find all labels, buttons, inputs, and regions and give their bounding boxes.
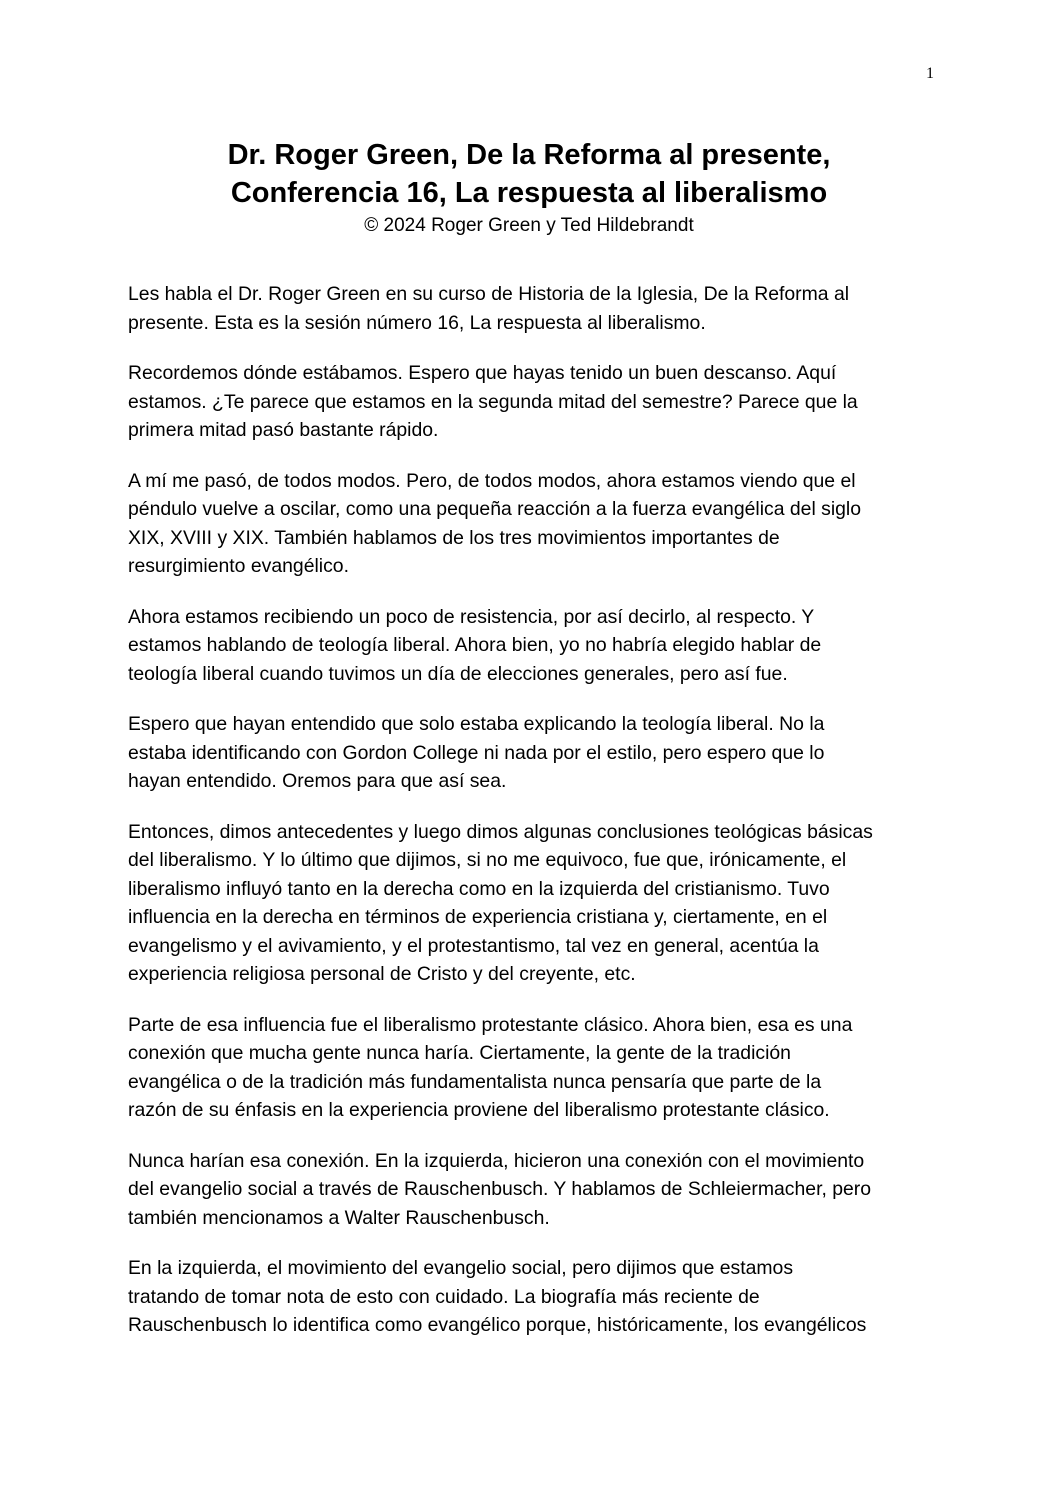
text-line: también mencionamos a Walter Rauschenbusch.: [128, 1206, 550, 1229]
document-header: [128, 136, 930, 239]
text-line: A mí me pasó, de todos modos. Pero, de todos modos, ahora estamos viendo que el: [128, 469, 856, 492]
title-line-2: Conferencia 16, La respuesta al liberalismo: [230, 177, 828, 209]
title-line-1: Dr. Roger Green, De la Reforma al presente,: [227, 139, 831, 171]
text-line: experiencia religiosa personal de Cristo y del creyente, etc.: [128, 963, 636, 985]
paragraph-5: [128, 710, 940, 796]
paragraph-7: [128, 1011, 940, 1125]
document-body: [128, 280, 940, 1362]
text-line: Parte de esa influencia fue el liberalismo protestante clásico. Ahora bien, esa es una: [128, 1013, 853, 1036]
paragraph-4: [128, 603, 940, 689]
text-line: estamos. ¿Te parece que estamos en la segunda mitad del semestre? Parece que la: [128, 390, 858, 413]
text-line: razón de su énfasis en la experiencia proviene del liberalismo protestante clásico.: [128, 1099, 830, 1121]
text-line: Rauschenbusch lo identifica como evangélico porque, históricamente, los evangélicos: [128, 1314, 867, 1336]
text-line: evangelismo y el avivamiento, y el protestantismo, tal vez en general, acentúa la: [128, 934, 819, 957]
paragraph-3: [128, 467, 940, 581]
text-line: del liberalismo. Y lo último que dijimos, si no me equivoco, fue que, irónicamente, el: [128, 849, 847, 871]
text-line: primera mitad pasó bastante rápido.: [128, 419, 439, 441]
text-line: estamos hablando de teología liberal. Ahora bien, yo no habría elegido hablar de: [128, 634, 822, 656]
text-line: En la izquierda, el movimiento del evangelio social, pero dijimos que estamos: [128, 1257, 794, 1279]
paragraph-6: [128, 818, 940, 989]
text-line: conexión que mucha gente nunca haría. Ciertamente, la gente de la tradición: [128, 1042, 791, 1064]
text-line: Nunca harían esa conexión. En la izquierda, hicieron una conexión con el movimiento: [128, 1149, 865, 1172]
text-line: Recordemos dónde estábamos. Espero que hayas tenido un buen descanso. Aquí: [128, 362, 837, 384]
paragraph-1: [128, 280, 940, 337]
text-line: resurgimiento evangélico.: [128, 555, 349, 577]
text-line: estaba identificando con Gordon College ni nada por el estilo, pero espero que lo: [128, 741, 825, 764]
text-line: teología liberal cuando tuvimos un día de elecciones generales, pero así fue.: [128, 662, 788, 685]
paragraph-9: [128, 1254, 940, 1340]
text-line: influencia en la derecha en términos de experiencia cristiana y, ciertamente, en el: [128, 906, 828, 928]
text-line: Entonces, dimos antecedentes y luego dimos algunas conclusiones teológicas básicas: [128, 820, 873, 843]
text-line: péndulo vuelve a oscilar, como una pequeña reacción a la fuerza evangélica del siglo: [128, 498, 862, 520]
copyright-notice: © 2024 Roger Green y Ted Hildebrandt: [364, 215, 694, 236]
text-line: hayan entendido. Oremos para que así sea.: [128, 770, 507, 792]
text-line: Les habla el Dr. Roger Green en su curso de Historia de la Iglesia, De la Reforma al: [128, 283, 850, 305]
paragraph-2: [128, 359, 940, 445]
text-line: Espero que hayan entendido que solo estaba explicando la teología liberal. No la: [128, 713, 825, 735]
text-line: Ahora estamos recibiendo un poco de resistencia, por así decirlo, al respecto. Y: [128, 605, 815, 628]
paragraph-8: [128, 1147, 940, 1233]
text-line: tratando de tomar nota de esto con cuidado. La biografía más reciente de: [128, 1285, 760, 1308]
text-line: evangélica o de la tradición más fundamentalista nunca pensaría que parte de la: [128, 1070, 822, 1093]
text-line: presente. Esta es la sesión número 16, La respuesta al liberalismo.: [128, 311, 706, 334]
text-line: del evangelio social a través de Rauschenbusch. Y hablamos de Schleiermacher, pero: [128, 1178, 872, 1200]
page-number: 1: [926, 65, 934, 82]
text-line: XIX, XVIII y XIX. También hablamos de los tres movimientos importantes de: [128, 526, 780, 549]
text-line: liberalismo influyó tanto en la derecha como en la izquierda del cristianismo. Tuvo: [128, 877, 830, 900]
